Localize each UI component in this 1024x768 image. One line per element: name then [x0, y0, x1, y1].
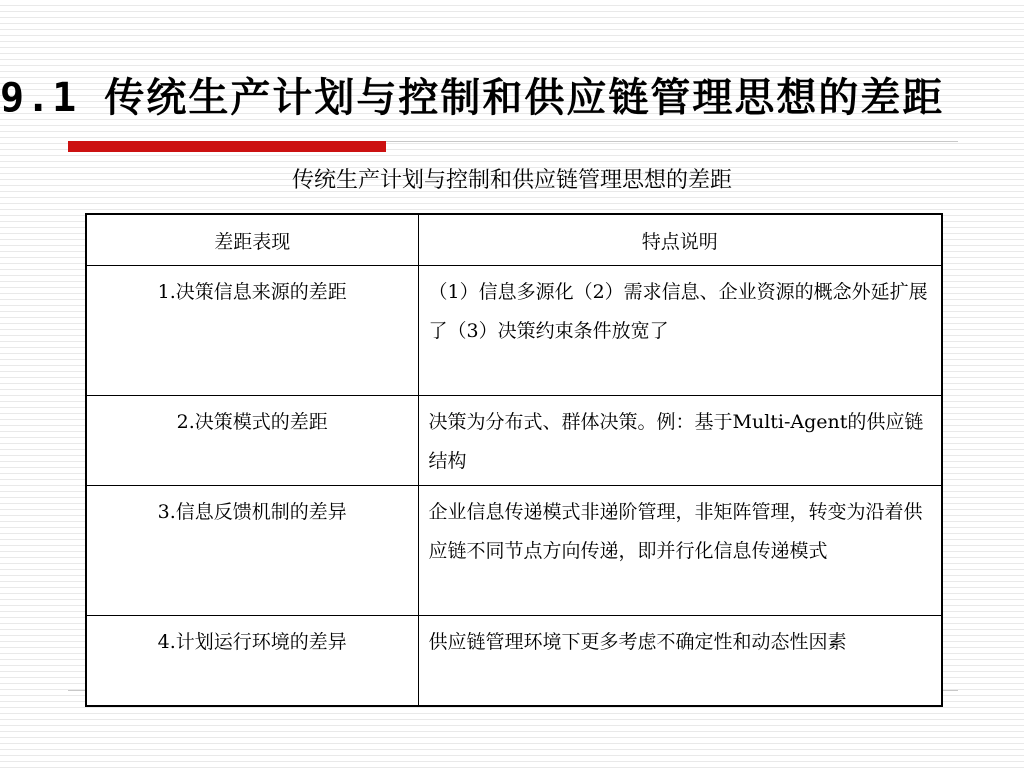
table-caption: 传统生产计划与控制和供应链管理思想的差距 [291, 168, 732, 193]
note-cell: 企业信息传递模式非递阶管理，非矩阵管理，转变为沿着供应链不同节点方向传递，即并行化信息传递模式 [418, 486, 942, 616]
header-gap: 差距表现 [86, 214, 418, 266]
gap-comparison-table [85, 213, 943, 707]
slide-title: 9.1 传统生产计划与控制和供应链管理思想的差距 [0, 75, 945, 121]
gap-cell: 3.信息反馈机制的差异 [86, 486, 418, 616]
gap-cell: 4.计划运行环境的差异 [86, 616, 418, 706]
table-row [86, 616, 942, 706]
note-cell: （1）信息多源化（2）需求信息、企业资源的概念外延扩展了（3）决策约束条件放宽了 [418, 266, 942, 396]
note-cell: 决策为分布式、群体决策。例：基于Multi-Agent的供应链结构 [418, 396, 942, 486]
title-divider-line [386, 141, 958, 142]
table-row [86, 486, 942, 616]
table-row [86, 266, 942, 396]
table-row [86, 396, 942, 486]
gap-cell: 1.决策信息来源的差距 [86, 266, 418, 396]
gap-cell: 2.决策模式的差距 [86, 396, 418, 486]
header-note: 特点说明 [418, 214, 942, 266]
table-header-row [86, 214, 942, 266]
note-cell: 供应链管理环境下更多考虑不确定性和动态性因素 [418, 616, 942, 706]
title-accent-bar [68, 141, 386, 152]
